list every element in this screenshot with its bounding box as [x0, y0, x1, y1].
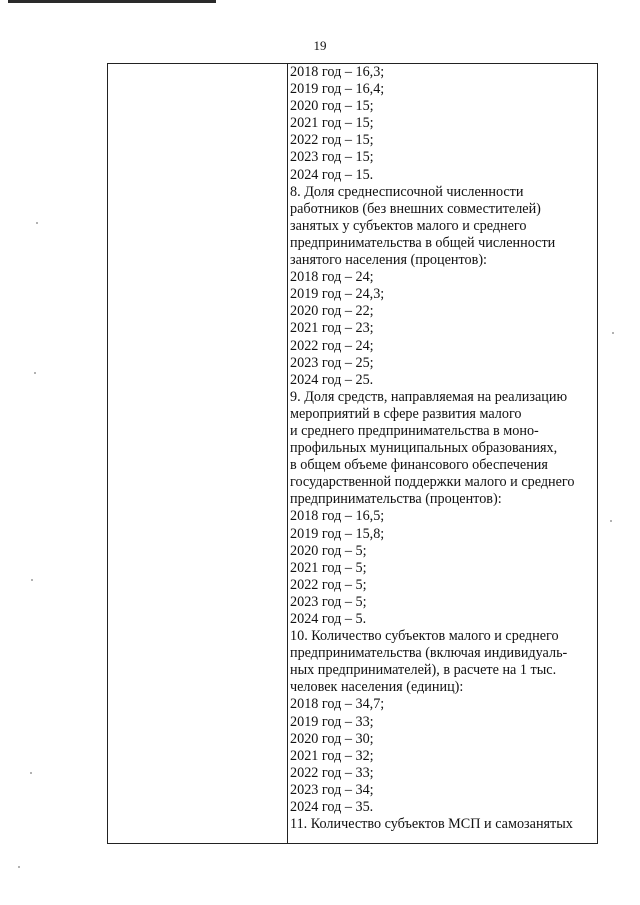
- table-text-line: 2022 год – 15;: [290, 132, 374, 149]
- scan-speck: [36, 222, 38, 224]
- table-column-divider: [287, 64, 288, 843]
- scan-speck: [34, 372, 36, 374]
- table-text-line: 2018 год – 16,5;: [290, 508, 385, 525]
- table-text-line: человек населения (единиц):: [290, 679, 464, 696]
- page-number: 19: [313, 38, 327, 53]
- table-text-line: 2019 год – 16,4;: [290, 81, 385, 98]
- table-text-line: занятых у субъектов малого и среднего: [290, 217, 527, 234]
- table-text-line: 2022 год – 5;: [290, 576, 367, 593]
- table-text-line: 2022 год – 24;: [290, 337, 374, 354]
- scan-speck: [612, 332, 614, 334]
- table-text-line: 9. Доля средств, направляемая на реализацию: [290, 388, 568, 405]
- table-text-line: 2021 год – 15;: [290, 115, 374, 132]
- table-text-line: предпринимательства (включая индивидуаль-: [290, 645, 568, 662]
- table-text-line: 2018 год – 24;: [290, 269, 374, 286]
- table-text-line: занятого населения (процентов):: [290, 252, 487, 269]
- table-text-line: мероприятий в сфере развития малого: [290, 405, 522, 422]
- table-text-line: 2023 год – 34;: [290, 781, 374, 798]
- scan-speck: [31, 579, 33, 581]
- table-text-line: предпринимательства (процентов):: [290, 491, 502, 508]
- table-text-line: 10. Количество субъектов малого и среднего: [290, 628, 559, 645]
- table-text-line: 2018 год – 16,3;: [290, 64, 385, 80]
- table-text-line: 2021 год – 23;: [290, 320, 374, 337]
- table-text-line: 2022 год – 33;: [290, 764, 374, 781]
- table-text-line: 2024 год – 35.: [290, 799, 374, 816]
- table-text-line: 11. Количество субъектов МСП и самозанятых: [290, 816, 573, 833]
- table-text-line: 8. Доля среднесписочной численности: [290, 183, 524, 200]
- table-text-line: в общем объеме финансового обеспечения: [290, 457, 548, 474]
- document-table: [107, 63, 598, 844]
- table-text-line: 2024 год – 5.: [290, 611, 367, 627]
- table-text-line: профильных муниципальных образованиях,: [290, 440, 558, 457]
- table-text-line: работников (без внешних совместителей): [290, 200, 541, 217]
- table-text-line: 2024 год – 25.: [290, 371, 374, 388]
- table-text-line: 2019 год – 15,8;: [290, 525, 385, 542]
- table-left-cell: [108, 64, 287, 843]
- table-text-line: 2023 год – 15;: [290, 149, 374, 166]
- table-text-line: 2020 год – 5;: [290, 542, 367, 559]
- table-text-line: 2021 год – 32;: [290, 747, 374, 764]
- table-text-line: 2019 год – 33;: [290, 713, 374, 730]
- table-text-line: 2020 год – 30;: [290, 730, 374, 747]
- table-text-line: 2023 год – 5;: [290, 593, 367, 610]
- table-text-line: 2023 год – 25;: [290, 354, 374, 371]
- table-text-line: 2020 год – 22;: [290, 303, 374, 320]
- table-text-line: государственной поддержки малого и среднего: [290, 474, 575, 491]
- table-text-line: и среднего предпринимательства в моно-: [290, 422, 539, 439]
- table-text-line: ных предпринимателей), в расчете на 1 тыс.: [290, 662, 557, 679]
- table-right-cell: [290, 64, 593, 843]
- scan-speck: [610, 520, 612, 522]
- scan-speck: [30, 772, 32, 774]
- table-text-line: 2021 год – 5;: [290, 559, 367, 576]
- table-text-line: 2024 год – 15.: [290, 166, 374, 183]
- table-text-line: 2019 год – 24,3;: [290, 286, 385, 303]
- table-text-line: 2020 год – 15;: [290, 98, 374, 115]
- scan-speck: [18, 866, 20, 868]
- table-text-line: предпринимательства в общей численности: [290, 234, 556, 251]
- scan-top-rule: [8, 0, 216, 3]
- table-text-line: 2018 год – 34,7;: [290, 696, 385, 713]
